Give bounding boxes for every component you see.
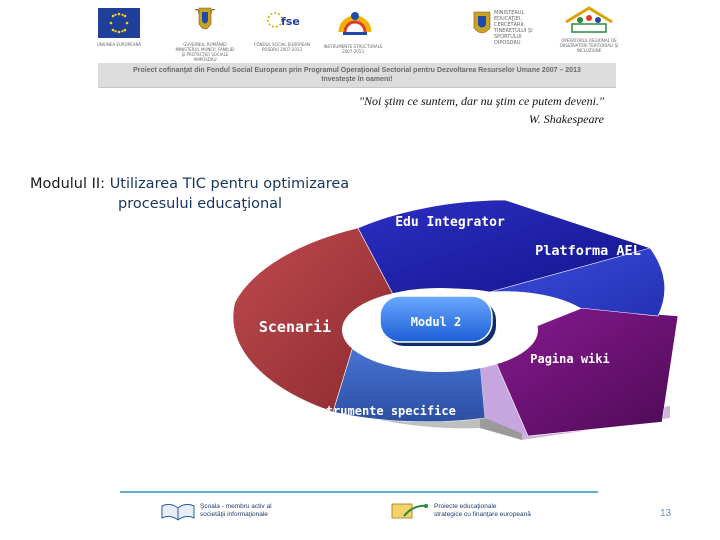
module-ring-diagram bbox=[150, 190, 690, 480]
ministry-caption: GUVERNUL ROMÂNIEI MINISTERUL MUNCII, FAMILIEI ŞI PROTECŢIEI SOCIALE AMPOSDRU bbox=[175, 42, 235, 62]
header-logo-strip bbox=[95, 6, 620, 61]
label-instrumente-line1: Instrumente specifice bbox=[304, 404, 456, 418]
ministry-coat-of-arms-logo bbox=[175, 6, 235, 62]
quote-text: "Noi ştim ce suntem, dar nu ştim ce putem deveni." bbox=[358, 94, 604, 108]
projects-book-icon bbox=[390, 500, 430, 522]
eu-flag-logo bbox=[96, 8, 142, 47]
open-book-icon bbox=[160, 500, 196, 522]
banner-line-2: Investeşte în oameni! bbox=[321, 76, 393, 83]
fse-caption: FONDUL SOCIAL EUROPEAN POSDRU 2007-2013 bbox=[254, 42, 310, 52]
footer-divider bbox=[120, 491, 598, 493]
footer-left-logo bbox=[160, 500, 310, 526]
ministry-education-logo bbox=[470, 8, 550, 56]
banner-line-1: Proiect cofinanţat din Fondul Social European prin Programul Operaţional Sectorial pentru Dezvoltarea Resurselor Umane 2007 – 2013 bbox=[133, 67, 581, 74]
shakespeare-quote bbox=[274, 92, 604, 128]
fse-logo bbox=[253, 8, 311, 56]
instrumente-structurale-caption: INSTRUMENTE STRUCTURALE 2007-2013 bbox=[323, 44, 383, 54]
label-scenarii: Scenarii bbox=[258, 318, 332, 336]
label-instrumente-line2: elearning bbox=[347, 422, 413, 436]
ministry-education-caption: MINISTERUL EDUCAŢIEI, CERCETĂRII, TINERETULUI ŞI SPORTULUI OIPOSDRU bbox=[494, 10, 533, 46]
instrumente-structurale-logo bbox=[323, 6, 383, 58]
title-line-1: Utilizarea TIC pentru optimizarea bbox=[109, 176, 350, 192]
title-line-2: procesului educaţional bbox=[118, 196, 283, 212]
ring-diagram-svg bbox=[150, 190, 690, 480]
label-edu-integrator: Edu Integrator bbox=[395, 215, 505, 230]
eu-flag-caption: UNIUNEA EUROPEANĂ bbox=[96, 42, 142, 47]
project-banner bbox=[98, 63, 616, 88]
title-prefix: Modulul II: bbox=[30, 176, 110, 192]
label-platforma-ael: Platforma AEL bbox=[535, 243, 641, 259]
footer-left-line-2: societăţii informaţionale bbox=[200, 511, 268, 518]
footer-right-logo bbox=[390, 500, 570, 526]
label-pagina-wiki: Pagina wiki bbox=[530, 352, 610, 366]
center-label: Modul 2 bbox=[410, 315, 462, 329]
footer-left-line-1: Şcoala - membru activ al bbox=[200, 503, 272, 510]
footer-right-line-2: strategice cu finanţare europeană bbox=[434, 511, 531, 518]
footer-right-line-1: Proiecte educaţionale bbox=[434, 503, 497, 510]
partner-house-caption: OPERATORUL REGIONAL DE OBSERVATORI TERITORIALI ŞI INCLUZIUNE bbox=[559, 38, 619, 53]
quote-author: W. Shakespeare bbox=[528, 112, 604, 126]
svg-text:fse: fse bbox=[281, 15, 300, 28]
partner-house-logo bbox=[558, 6, 620, 58]
page-number: 13 bbox=[660, 508, 672, 519]
